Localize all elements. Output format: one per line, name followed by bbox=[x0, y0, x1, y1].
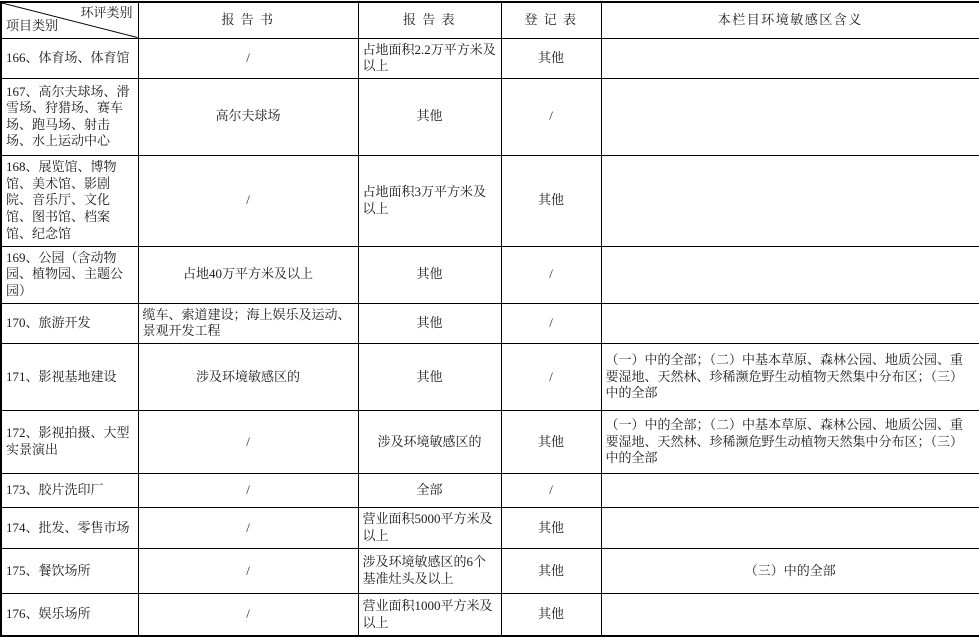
cell-registration-form: / bbox=[501, 343, 601, 410]
header-row bbox=[1, 2, 979, 38]
cell-project-category: 172、影视拍摄、大型实景演出 bbox=[1, 410, 138, 473]
cell-registration-form: 其他 bbox=[501, 548, 601, 593]
header-report-form: 报 告 表 bbox=[358, 2, 501, 38]
cell-report-book: 缆车、索道建设；海上娱乐及运动、景观开发工程 bbox=[138, 303, 358, 343]
table-row bbox=[1, 38, 979, 78]
table-row bbox=[1, 593, 979, 636]
cell-registration-form: 其他 bbox=[501, 410, 601, 473]
header-corner-bottom-label: 项目类别 bbox=[6, 17, 59, 33]
cell-report-form: 涉及环境敏感区的6个基准灶头及以上 bbox=[358, 548, 501, 593]
table-row bbox=[1, 246, 979, 303]
cell-report-form: 占地面积3万平方米及以上 bbox=[358, 155, 501, 246]
cell-report-form: 其他 bbox=[358, 343, 501, 410]
cell-sensitive-meaning: （一）中的全部；（二）中基本草原、森林公园、地质公园、重要湿地、天然林、珍稀濒危野生动植物天然集中分布区；（三）中的全部 bbox=[601, 410, 979, 473]
cell-report-form: 营业面积5000平方米及以上 bbox=[358, 507, 501, 548]
cell-registration-form: / bbox=[501, 78, 601, 155]
cell-registration-form: 其他 bbox=[501, 507, 601, 548]
table-row bbox=[1, 410, 979, 473]
cell-project-category: 167、高尔夫球场、滑雪场、狩猎场、赛车场、跑马场、射击场、水上运动中心 bbox=[1, 78, 138, 155]
cell-registration-form: / bbox=[501, 473, 601, 507]
cell-report-form: 占地面积2.2万平方米及以上 bbox=[358, 38, 501, 78]
cell-project-category: 170、旅游开发 bbox=[1, 303, 138, 343]
cell-report-form: 其他 bbox=[358, 78, 501, 155]
cell-project-category: 171、影视基地建设 bbox=[1, 343, 138, 410]
cell-report-book: / bbox=[138, 38, 358, 78]
cell-report-form: 营业面积1000平方米及以上 bbox=[358, 593, 501, 636]
cell-report-form: 其他 bbox=[358, 246, 501, 303]
cell-report-book: / bbox=[138, 548, 358, 593]
cell-report-book: / bbox=[138, 155, 358, 246]
cell-sensitive-meaning bbox=[601, 155, 979, 246]
header-corner-cell bbox=[1, 2, 138, 38]
cell-sensitive-meaning bbox=[601, 78, 979, 155]
cell-project-category: 176、娱乐场所 bbox=[1, 593, 138, 636]
cell-project-category: 168、展览馆、博物馆、美术馆、影剧院、音乐厅、文化馆、图书馆、档案馆、纪念馆 bbox=[1, 155, 138, 246]
table-header bbox=[1, 2, 979, 38]
cell-sensitive-meaning bbox=[601, 303, 979, 343]
cell-report-form: 全部 bbox=[358, 473, 501, 507]
table-row bbox=[1, 473, 979, 507]
cell-report-book: / bbox=[138, 593, 358, 636]
cell-report-book: 高尔夫球场 bbox=[138, 78, 358, 155]
header-report-book: 报 告 书 bbox=[138, 2, 358, 38]
cell-report-book: / bbox=[138, 473, 358, 507]
table-row bbox=[1, 507, 979, 548]
eia-category-table bbox=[0, 1, 979, 637]
table-row bbox=[1, 155, 979, 246]
cell-registration-form: 其他 bbox=[501, 593, 601, 636]
cell-report-form: 其他 bbox=[358, 303, 501, 343]
cell-project-category: 169、公园（含动物园、植物园、主题公园） bbox=[1, 246, 138, 303]
cell-project-category: 174、批发、零售市场 bbox=[1, 507, 138, 548]
cell-sensitive-meaning bbox=[601, 246, 979, 303]
cell-project-category: 175、餐饮场所 bbox=[1, 548, 138, 593]
cell-sensitive-meaning bbox=[601, 593, 979, 636]
cell-project-category: 173、胶片洗印厂 bbox=[1, 473, 138, 507]
table-body bbox=[1, 38, 979, 636]
cell-sensitive-meaning bbox=[601, 473, 979, 507]
header-corner-top-label: 环评类别 bbox=[80, 5, 133, 20]
table-row bbox=[1, 343, 979, 410]
cell-sensitive-meaning: （三）中的全部 bbox=[601, 548, 979, 593]
cell-sensitive-meaning bbox=[601, 507, 979, 548]
cell-registration-form: 其他 bbox=[501, 155, 601, 246]
cell-report-book: 涉及环境敏感区的 bbox=[138, 343, 358, 410]
cell-project-category: 166、体育场、体育馆 bbox=[1, 38, 138, 78]
cell-report-book: / bbox=[138, 410, 358, 473]
cell-registration-form: 其他 bbox=[501, 38, 601, 78]
cell-registration-form: / bbox=[501, 246, 601, 303]
cell-registration-form: / bbox=[501, 303, 601, 343]
cell-sensitive-meaning bbox=[601, 38, 979, 78]
cell-report-book: / bbox=[138, 507, 358, 548]
cell-report-book: 占地40万平方米及以上 bbox=[138, 246, 358, 303]
header-sensitive-meaning: 本栏目环境敏感区含义 bbox=[601, 2, 979, 38]
table-row bbox=[1, 78, 979, 155]
table-row bbox=[1, 303, 979, 343]
cell-report-form: 涉及环境敏感区的 bbox=[358, 410, 501, 473]
header-registration-form: 登 记 表 bbox=[501, 2, 601, 38]
table-row bbox=[1, 548, 979, 593]
cell-sensitive-meaning: （一）中的全部；（二）中基本草原、森林公园、地质公园、重要湿地、天然林、珍稀濒危野生动植物天然集中分布区；（三）中的全部 bbox=[601, 343, 979, 410]
